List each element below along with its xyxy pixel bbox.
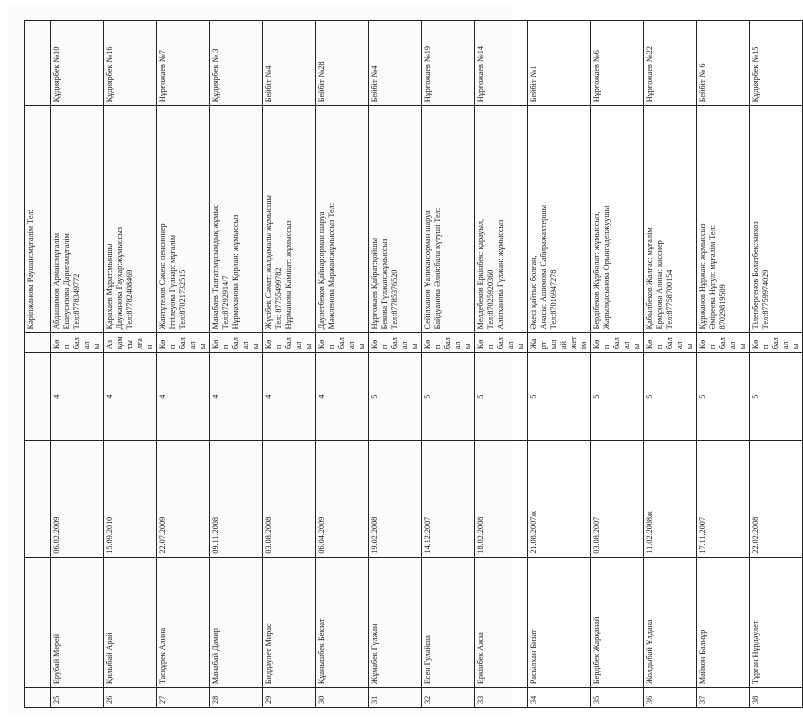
- cell-dob: 21.08.2007ж: [528, 441, 591, 557]
- cell-no: 31: [369, 688, 422, 708]
- cell-parents: [210, 106, 263, 333]
- parent-info-line: Құржанов Нұржан: жұмыссыз: [698, 223, 707, 330]
- cell-teacher: Құдиярбек №16: [104, 21, 157, 106]
- cell-name: [369, 557, 422, 688]
- table-row: [528, 21, 591, 708]
- cell-no: 35: [591, 688, 644, 708]
- table-row: [51, 21, 104, 708]
- cell-category: Көп балалы: [644, 333, 697, 353]
- cell-no: 34: [528, 688, 591, 708]
- cell-name: [104, 557, 157, 688]
- cell-no: 38: [750, 688, 803, 708]
- cell-category: Көп балалы: [750, 333, 803, 353]
- parent-info-line: Тел:8778349772: [72, 273, 81, 330]
- parent-info-line: Тел:87292914/7: [221, 275, 230, 330]
- cell-category: Көп балалы: [210, 333, 263, 353]
- cell-no: 29: [263, 688, 316, 708]
- parent-info-line: Нұрмаханова Қорлан: жұмыссыз: [231, 214, 240, 330]
- cell-name: [157, 557, 210, 688]
- cell-name: [697, 557, 750, 688]
- parent-info-line: Тел:87025920360: [486, 269, 495, 330]
- cell-teacher: Нұрғожаев №14: [475, 21, 528, 106]
- cell-teacher: Нұрғожаев №6: [591, 21, 644, 106]
- cell-parents: Кәріпжанова Раушан:мұғалім Тел:: [25, 106, 51, 333]
- cell-class: 5: [591, 353, 644, 441]
- cell-no: 30: [316, 688, 369, 708]
- cell-teacher: Бейбіт №28: [316, 21, 369, 106]
- parent-info-line: Мелдебеков Еркінбек: қарауыл,: [476, 218, 485, 330]
- cell-parents: [157, 106, 210, 333]
- parent-info-line: Сейілханов Ұалихан:орман шаруа: [423, 210, 432, 330]
- cell-parents: [750, 106, 803, 333]
- cell-name: [750, 557, 803, 688]
- parent-info-line: Тілепбергенов Болатбек:завхоз: [751, 221, 760, 330]
- rotated-document: [24, 20, 800, 708]
- cell-category: Көп балалы: [475, 333, 528, 353]
- cell-category: Көп балалы: [422, 333, 475, 353]
- cell-parents: [528, 106, 591, 333]
- cell-name: [528, 557, 591, 688]
- parent-info-line: Анасы: Ашимова Сабиражахтершы: [539, 204, 548, 330]
- students-table: [24, 20, 803, 708]
- cell-no: 37: [697, 688, 750, 708]
- cell-teacher: Нұрғожаев №7: [157, 21, 210, 106]
- cell-parents: [697, 106, 750, 333]
- cell-teacher: [25, 21, 51, 106]
- table-row: [750, 21, 803, 708]
- parent-info-line: Қарахаев Мұрат:мыншы: [105, 243, 114, 330]
- parent-info-line: Іттілеуова Гүлнар: мұғалім: [168, 234, 177, 330]
- cell-class: 4: [316, 353, 369, 441]
- table-row: [263, 21, 316, 708]
- header-row: [25, 21, 51, 708]
- student-name: Жолдыбай Ұлдана: [645, 619, 654, 685]
- cell-dob: 19.02.2008: [369, 441, 422, 557]
- cell-parents: [104, 106, 157, 333]
- cell-class: 5: [422, 353, 475, 441]
- cell-dob: 15.09.2010: [104, 441, 157, 557]
- cell-parents: [369, 106, 422, 333]
- cell-teacher: Бейбіт №4: [369, 21, 422, 106]
- table-body: [25, 21, 803, 708]
- cell-parents: [422, 106, 475, 333]
- cell-teacher: Бейбіт №1: [528, 21, 591, 106]
- cell-category: Аз қамтылған: [104, 333, 157, 353]
- cell-parents: [263, 106, 316, 333]
- cell-teacher: Бейбіт №4: [263, 21, 316, 106]
- cell-no: 33: [475, 688, 528, 708]
- cell-class: 4: [210, 353, 263, 441]
- cell-parents: [475, 106, 528, 333]
- cell-category: Жартылай жетім: [528, 333, 591, 353]
- parent-info-line: Нұрғожаев Қайрат:қойшы: [370, 238, 379, 330]
- parent-info-line: Аліпханова Гүлжан: жұмыссыз: [496, 219, 505, 330]
- cell-no: 26: [104, 688, 157, 708]
- cell-dob: 03.08.2007: [591, 441, 644, 557]
- cell-class: 5: [644, 353, 697, 441]
- parent-info-line: Жүсібек Сәмат: жалдамалы жұмысшы: [264, 195, 273, 330]
- parent-info-line: Тел:87021732515: [178, 269, 187, 330]
- cell-category: Көп балалы: [316, 333, 369, 353]
- student-name: Майкон Балнұр: [698, 629, 707, 685]
- table-row: [644, 21, 697, 708]
- cell-category: Көп балалы: [697, 333, 750, 353]
- scanned-page: [8, 6, 800, 714]
- student-name: Манабай Дамир: [211, 628, 220, 685]
- parent-info-line: Мәжленова Маржан:жұмыссыз Тел:: [327, 202, 336, 330]
- cell-name: [316, 557, 369, 688]
- cell-no: 36: [644, 688, 697, 708]
- cell-class: 4: [263, 353, 316, 441]
- cell-parents: [316, 106, 369, 333]
- parent-info-line: Абдашимов Арман:мұғалім: [52, 233, 61, 330]
- cell-no: 25: [51, 688, 104, 708]
- cell-dob: 14.12.2007: [422, 441, 475, 557]
- student-name: Еркінбек Ажза: [476, 632, 485, 685]
- parent-info-line: Бердібеков Жұрболат: жұмыссыз,: [592, 211, 601, 330]
- cell-dob: 03.08.2008: [263, 441, 316, 557]
- parent-info-line: Әміреева Нұгул: мұғалім Тел:: [708, 225, 717, 330]
- student-name: Биддаулет Мирас: [264, 623, 273, 685]
- cell-parents: [644, 106, 697, 333]
- cell-category: Көп балалы: [51, 333, 104, 353]
- table-row: [157, 21, 210, 708]
- cell-name: [25, 557, 51, 688]
- parent-info-line: Даулетбеков Қайнар:орман шаруа: [317, 211, 326, 330]
- student-name: Ерубай Мерей: [52, 634, 61, 685]
- cell-class: 4: [104, 353, 157, 441]
- student-name-alt: Тасқұрек Алина: [158, 627, 167, 685]
- student-name: Құанышбек Бекзат: [317, 618, 326, 685]
- cell-class: 5: [697, 353, 750, 441]
- student-name: Расылхан Бизат: [529, 629, 538, 685]
- table-row: [422, 21, 475, 708]
- cell-class: 5: [528, 353, 591, 441]
- student-name: Қилыбай Арай: [105, 632, 114, 685]
- cell-teacher: Нұрғожаев №19: [422, 21, 475, 106]
- cell-dob: 06.04.2009: [316, 441, 369, 557]
- parent-info-line: Қабылбеков Жалғас: мұғалім: [645, 227, 654, 330]
- parent-info-line: Даужанова Гаухар:жұмыссыз: [115, 227, 124, 330]
- table-row: [369, 21, 422, 708]
- parent-info-line: Тел:87785376520: [390, 269, 399, 330]
- student-name-alt: Бердібек Жарқанай: [592, 616, 601, 685]
- cell-teacher: Нұрғожаев №22: [644, 21, 697, 106]
- cell-category: [25, 333, 51, 353]
- cell-no: 32: [422, 688, 475, 708]
- parent-info-line: 87029819509: [718, 284, 727, 330]
- cell-class: 5: [750, 353, 803, 441]
- cell-parents: [591, 106, 644, 333]
- cell-category: Көп балалы: [157, 333, 210, 353]
- cell-name: [263, 557, 316, 688]
- cell-category: Көп балалы: [263, 333, 316, 353]
- parent-info-line: Тел:87782408469: [125, 269, 134, 330]
- parent-info-line: Нұрманова Камшат: жұмыссыз: [284, 220, 293, 330]
- cell-dob: [25, 441, 51, 557]
- cell-no: [25, 688, 51, 708]
- cell-dob: 22.07.2009: [157, 441, 210, 557]
- cell-no: 28: [210, 688, 263, 708]
- cell-class: 5: [475, 353, 528, 441]
- cell-dob: 06.02.2009: [51, 441, 104, 557]
- parent-info-line: Тел: 87755499782: [274, 267, 283, 330]
- cell-dob: 18.02.2008: [475, 441, 528, 557]
- cell-name: [475, 557, 528, 688]
- cell-name: [210, 557, 263, 688]
- parent-info-line: Тел:87759974029: [761, 269, 770, 330]
- parent-info-line: Ермұхова Алина: кассиер: [655, 240, 664, 330]
- cell-class: [25, 353, 51, 441]
- parent-info-line: Ешеусизова Даригамұғалім: [62, 233, 71, 330]
- table-row: [475, 21, 528, 708]
- cell-name: [51, 557, 104, 688]
- cell-no: 27: [157, 688, 210, 708]
- student-name: Есен Гулайша: [423, 635, 432, 685]
- table-row: [697, 21, 750, 708]
- table-row: [210, 21, 263, 708]
- table-row: [316, 21, 369, 708]
- cell-teacher: Құдиярбек №10: [51, 21, 104, 106]
- cell-dob: 11.02.2008ж: [644, 441, 697, 557]
- parent-info-line: Тел:87016947278: [549, 269, 558, 330]
- cell-class: 4: [157, 353, 210, 441]
- cell-name: [422, 557, 475, 688]
- cell-teacher: Бейбіт № 6: [697, 21, 750, 106]
- cell-name: [591, 557, 644, 688]
- student-name: Тұрған Нұрдәулет: [751, 620, 760, 685]
- parent-info-line: Манабаев Талғат:мұсымдық жұмыс: [211, 204, 220, 330]
- cell-dob: 17.11.2007: [697, 441, 750, 557]
- parent-info-line: Тел:87758700154: [665, 269, 674, 330]
- cell-dob: 22.02.2008: [750, 441, 803, 557]
- cell-class: 5: [369, 353, 422, 441]
- cell-category: Көп балалы: [591, 333, 644, 353]
- student-name: Жұмабек Гүлжан: [370, 623, 379, 685]
- cell-class: 4: [51, 353, 104, 441]
- table-row: [104, 21, 157, 708]
- parent-info-line: Әкесі қайтыс болған,: [529, 255, 538, 330]
- cell-teacher: Құдиярбек № 3: [210, 21, 263, 106]
- parent-info-line: Байдуанова Әлия:бала күтуші Тел:: [433, 207, 442, 330]
- parent-info-line: Жарылқасынова Орынгаделжуушы: [602, 205, 611, 330]
- cell-parents: [51, 106, 104, 333]
- cell-teacher: Құдиярбек №15: [750, 21, 803, 106]
- cell-name: [644, 557, 697, 688]
- cell-dob: 09.11.2008: [210, 441, 263, 557]
- table-row: [591, 21, 644, 708]
- cell-category: Көп балалы: [369, 333, 422, 353]
- parent-info-line: Жантұтелов Сәкен: пенсионер: [158, 223, 167, 330]
- parent-info-line: Бекова Гүлжан:жұмыссыз: [380, 238, 389, 330]
